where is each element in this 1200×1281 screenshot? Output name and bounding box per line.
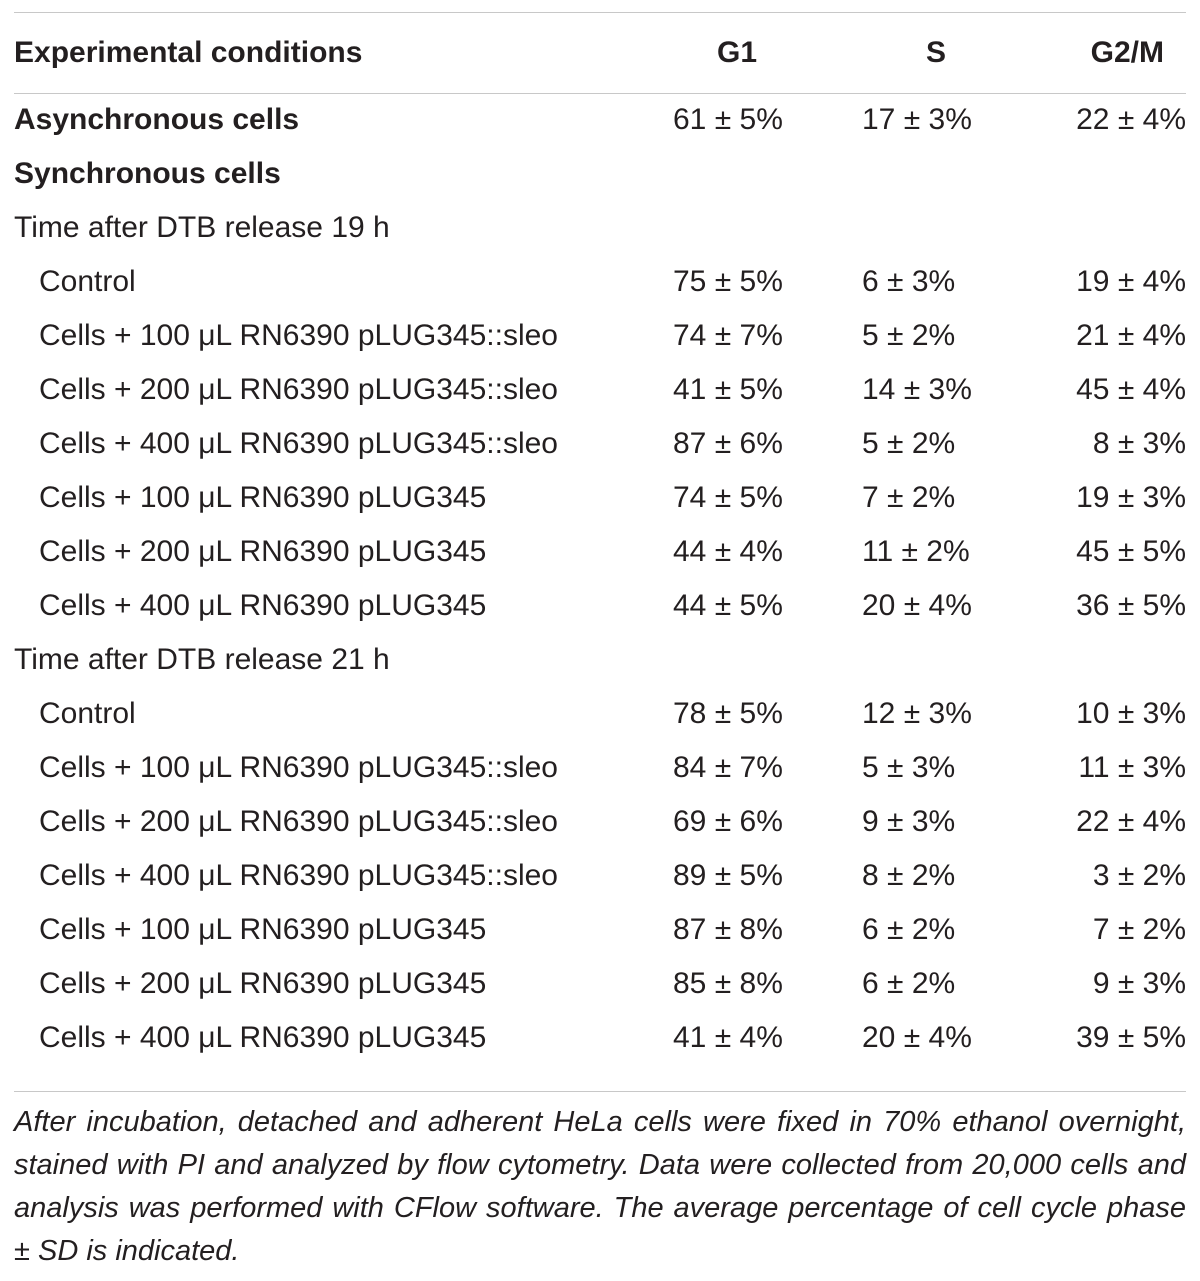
s-cell: 20 ± 4%: [862, 589, 972, 622]
g1-cell: [650, 633, 840, 687]
table-row: [14, 363, 1186, 417]
condition-cell: Cells + 100 μL RN6390 pLUG345: [39, 481, 487, 514]
condition-cell: Cells + 200 μL RN6390 pLUG345: [39, 535, 487, 568]
header-g2m: G2/M: [1090, 36, 1164, 69]
s-cell: 6 ± 2%: [862, 913, 956, 946]
table-row: [14, 147, 1186, 201]
g1-cell: 85 ± 8%: [673, 967, 783, 1000]
s-cell: 20 ± 4%: [862, 1021, 972, 1054]
table-row: [14, 633, 1186, 687]
s-cell: 5 ± 3%: [862, 751, 956, 784]
s-cell: 7 ± 2%: [862, 481, 956, 514]
s-cell: 11 ± 2%: [862, 535, 970, 568]
s-cell: 8 ± 2%: [862, 859, 956, 892]
table-row: [14, 903, 1186, 957]
condition-cell: Synchronous cells: [14, 157, 281, 190]
table-row: [14, 1011, 1186, 1065]
condition-cell: Cells + 400 μL RN6390 pLUG345::sleo: [39, 427, 558, 460]
g2m-cell: 45 ± 5%: [1076, 535, 1186, 568]
g1-cell: 41 ± 4%: [673, 1021, 783, 1054]
condition-cell: Cells + 400 μL RN6390 pLUG345: [39, 1021, 487, 1054]
s-cell: 12 ± 3%: [862, 697, 972, 730]
g1-cell: 89 ± 5%: [673, 859, 783, 892]
g1-cell: 74 ± 5%: [673, 481, 783, 514]
condition-cell: Control: [39, 697, 136, 730]
g2m-cell: 21 ± 4%: [1076, 319, 1186, 352]
g2m-cell: 22 ± 4%: [1076, 805, 1186, 838]
condition-cell: Cells + 400 μL RN6390 pLUG345::sleo: [39, 859, 558, 892]
table-row: [14, 579, 1186, 633]
g2m-cell: 7 ± 2%: [1092, 913, 1186, 946]
g2m-cell: 3 ± 2%: [1092, 859, 1186, 892]
table-row: [14, 795, 1186, 849]
condition-cell: Control: [39, 265, 136, 298]
condition-cell: Time after DTB release 21 h: [14, 643, 390, 676]
s-cell: 5 ± 2%: [862, 319, 956, 352]
g2m-cell: 39 ± 5%: [1076, 1021, 1186, 1054]
g2m-cell: 10 ± 3%: [1076, 697, 1186, 730]
condition-cell: Cells + 200 μL RN6390 pLUG345: [39, 967, 487, 1000]
g1-cell: 44 ± 4%: [673, 535, 783, 568]
condition-cell: Cells + 100 μL RN6390 pLUG345::sleo: [39, 751, 558, 784]
header-row: [14, 27, 1186, 79]
g1-cell: 44 ± 5%: [673, 589, 783, 622]
g1-cell: 61 ± 5%: [673, 103, 783, 136]
table-footnote: After incubation, detached and adherent HeLa cells were fixed in 70% ethanol overnight, stained with PI and analyzed by flow cytometry. Data were collected from 20,000 cells and analysis was performed with CFlow software. The average percentage of cell cycle phase ± SD is indicated.: [14, 1106, 1186, 1267]
g1-cell: 87 ± 8%: [673, 913, 783, 946]
table-row: [14, 687, 1186, 741]
s-cell: 6 ± 2%: [862, 967, 956, 1000]
s-cell: [840, 147, 1030, 201]
g2m-cell: 9 ± 3%: [1092, 967, 1186, 1000]
g1-cell: [650, 201, 840, 255]
g1-cell: 84 ± 7%: [673, 751, 783, 784]
g1-cell: 87 ± 6%: [673, 427, 783, 460]
table-row: [14, 93, 1186, 147]
condition-cell: Cells + 400 μL RN6390 pLUG345: [39, 589, 487, 622]
table-row: [14, 471, 1186, 525]
s-cell: 6 ± 3%: [862, 265, 956, 298]
footer-rule: [14, 1091, 1186, 1092]
s-cell: 5 ± 2%: [862, 427, 956, 460]
g1-cell: 78 ± 5%: [673, 697, 783, 730]
table-row: [14, 957, 1186, 1011]
table-row: [14, 741, 1186, 795]
table-row: [14, 309, 1186, 363]
g2m-cell: 19 ± 3%: [1076, 481, 1186, 514]
g2m-cell: 45 ± 4%: [1076, 373, 1186, 406]
top-rule: [14, 12, 1186, 13]
g1-cell: [650, 147, 840, 201]
header-conditions: Experimental conditions: [14, 36, 363, 69]
g2m-cell: [1030, 633, 1186, 687]
g1-cell: 74 ± 7%: [673, 319, 783, 352]
g1-cell: 41 ± 5%: [673, 373, 783, 406]
table-row: [14, 201, 1186, 255]
table-row: [14, 417, 1186, 471]
g2m-cell: [1030, 201, 1186, 255]
s-cell: [840, 633, 1030, 687]
condition-cell: Asynchronous cells: [14, 103, 300, 136]
table-row: [14, 255, 1186, 309]
table-body: [14, 79, 1186, 1065]
g1-cell: 75 ± 5%: [673, 265, 783, 298]
condition-cell: Time after DTB release 19 h: [14, 211, 390, 244]
g2m-cell: 8 ± 3%: [1092, 427, 1186, 460]
s-cell: 17 ± 3%: [862, 103, 972, 136]
g2m-cell: 36 ± 5%: [1076, 589, 1186, 622]
g1-cell: 69 ± 6%: [673, 805, 783, 838]
condition-cell: Cells + 200 μL RN6390 pLUG345::sleo: [39, 373, 558, 406]
table-row: [14, 849, 1186, 903]
spacer-row: [14, 79, 1186, 93]
condition-cell: Cells + 100 μL RN6390 pLUG345::sleo: [39, 319, 558, 352]
g2m-cell: [1030, 147, 1186, 201]
condition-cell: Cells + 100 μL RN6390 pLUG345: [39, 913, 487, 946]
cell-cycle-table: [14, 27, 1186, 1065]
s-cell: [840, 201, 1030, 255]
header-s: S: [926, 36, 947, 69]
g2m-cell: 19 ± 4%: [1076, 265, 1186, 298]
s-cell: 14 ± 3%: [862, 373, 972, 406]
table-row: [14, 525, 1186, 579]
header-g1: G1: [717, 36, 758, 69]
condition-cell: Cells + 200 μL RN6390 pLUG345::sleo: [39, 805, 558, 838]
s-cell: 9 ± 3%: [862, 805, 956, 838]
g2m-cell: 11 ± 3%: [1078, 751, 1186, 784]
g2m-cell: 22 ± 4%: [1076, 103, 1186, 136]
